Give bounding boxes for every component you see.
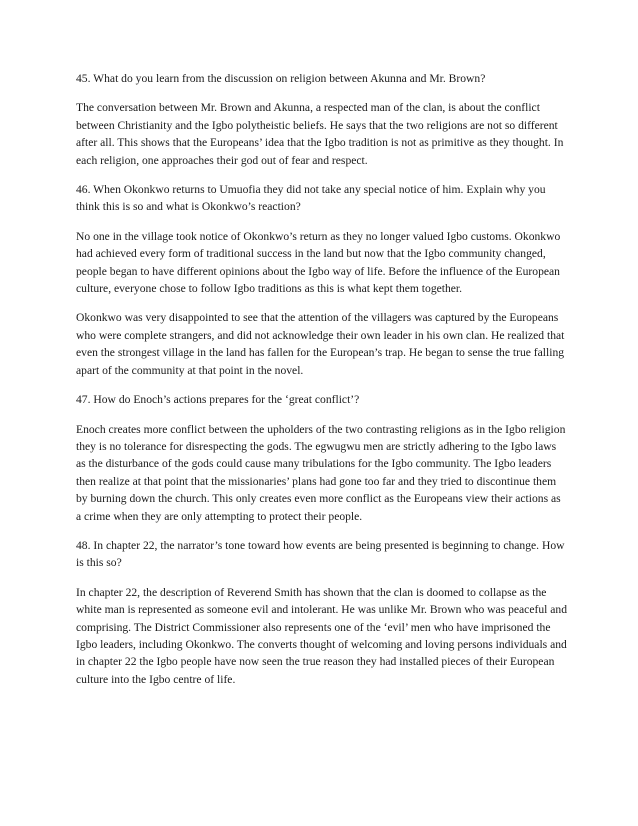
- question-47: 47. How do Enoch’s actions prepares for the ‘great conflict’?: [76, 393, 360, 407]
- answer-46-paragraph-2: Okonkwo was very disappointed to see that the attention of the villagers was captured by the Europeans who were complete strangers, and did not acknowledge their own leader in his own clan. He realized that even the strongest village in the land has fallen for the European’s trap. He began to sense the true falling apart of the community at that point in the novel.: [76, 311, 565, 377]
- answer-46-paragraph-1: No one in the village took notice of Okonkwo’s return as they no longer valued Igbo customs. Okonkwo had achieved every form of traditional success in the land but now that the Igbo community changed, people began to have different opinions about the Igbo way of life. Before the influence of the European culture, everyone chose to follow Igbo traditions as this is what kept them together.: [76, 229, 561, 296]
- question-46: 46. When Okonkwo returns to Umuofia they did not take any special notice of him. Explain why you think this is so and what is Okonkwo’s reaction?: [76, 183, 546, 214]
- answer-45: The conversation between Mr. Brown and Akunna, a respected man of the clan, is about the conflict between Christianity and the Igbo polytheistic beliefs. He says that the two religions are not so different after all. This shows that the Europeans’ idea that the Igbo tradition is not as primitive as they thought. In each religion, one approaches their god out of fear and respect.: [76, 101, 564, 167]
- question-45: 45. What do you learn from the discussion on religion between Akunna and Mr. Brown?: [76, 72, 486, 85]
- question-48: 48. In chapter 22, the narrator’s tone toward how events are being presented is beginning to change. How is this so?: [76, 538, 565, 570]
- answer-47: Enoch creates more conflict between the upholders of the two contrasting religions as in the Igbo religion they is no tolerance for disrespecting the gods. The egwugwu men are strictly adhering to the Igbo laws as the disturbance of the gods could cause many tribulations for the Igbo community. The Igbo leaders then realize at that point that the missionaries’ plans had gone too far and they tried to discontinue them by burning down the church. This only creates even more conflict as the Europeans view their actions as a crime when they are only attempting to protect their people.: [76, 422, 566, 523]
- answer-48: In chapter 22, the description of Reverend Smith has shown that the clan is doomed to collapse as the white man is represented as someone evil and intolerant. He was unlike Mr. Brown who was peaceful and comprising. The District Commissioner also represents one of the ‘evil’ men who have imprisoned the Igbo leaders, including Okonkwo. The converts thought of welcoming and loving persons individuals and in chapter 22 the Igbo people have now seen the true reason they had installed pieces of their European culture into the Igbo centre of life.: [76, 585, 567, 686]
